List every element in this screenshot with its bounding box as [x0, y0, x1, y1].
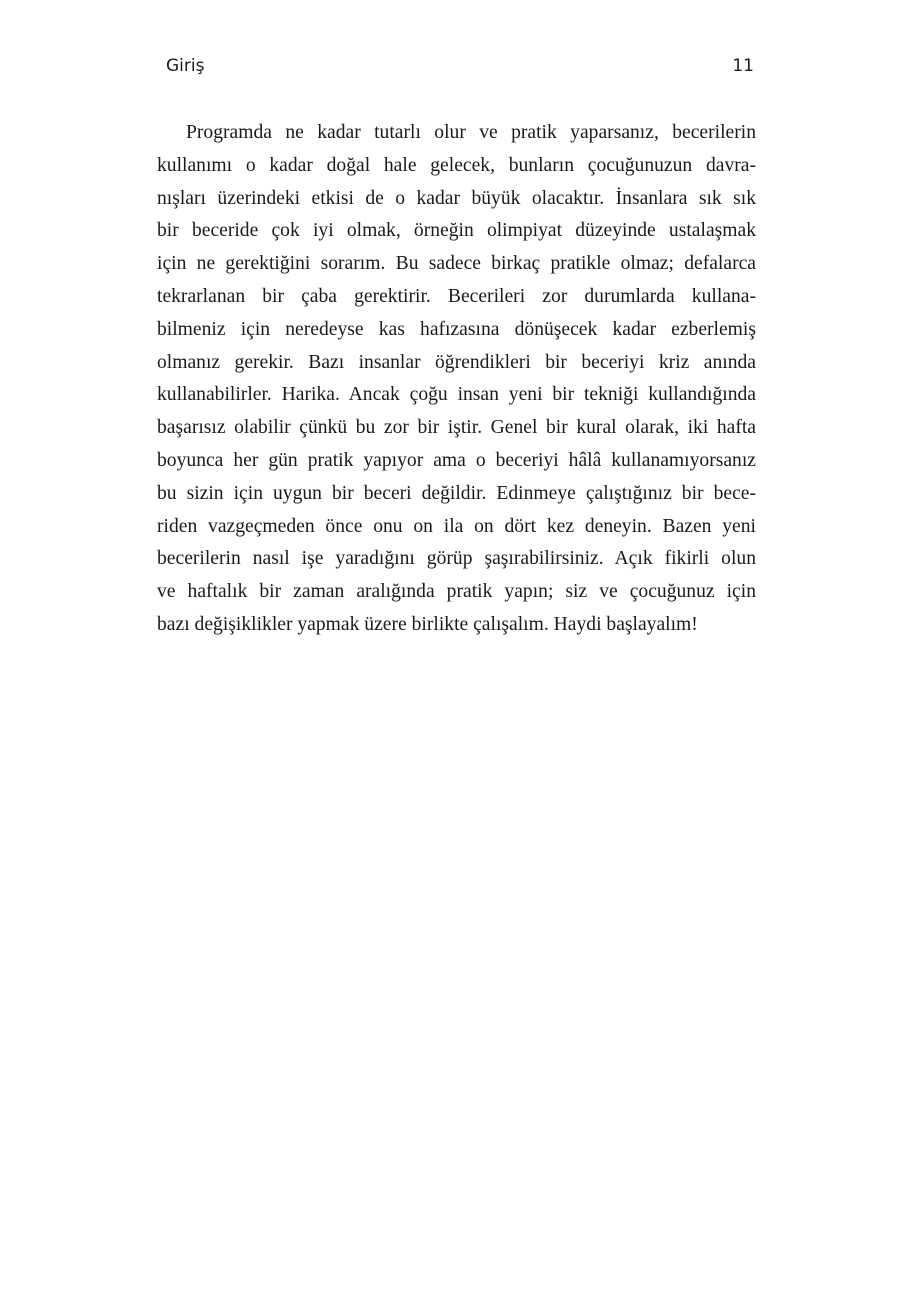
- chapter-title: Giriş: [166, 56, 205, 76]
- paragraph-line: boyunca her gün pratik yapıyor ama o beceriyi hâlâ kullanamıyorsanız: [157, 449, 756, 471]
- paragraph-line: tekrarlanan bir çaba gerektirir. Becerileri zor durumlarda kullana-: [157, 285, 756, 307]
- paragraph-line: bilmeniz için neredeyse kas hafızasına dönüşecek kadar ezberlemiş: [157, 318, 756, 340]
- paragraph-line: Programda ne kadar tutarlı olur ve pratik yaparsanız, becerilerin: [186, 122, 756, 143]
- paragraph-line: bu sizin için uygun bir beceri değildir. Edinmeye çalıştığınız bir bece-: [157, 482, 756, 504]
- body-paragraph: [157, 117, 756, 642]
- page-number: 11: [732, 56, 754, 76]
- paragraph-line: kullanabilirler. Harika. Ancak çoğu insan yeni bir tekniği kullandığında: [157, 384, 756, 406]
- paragraph-line: bir beceride çok iyi olmak, örneğin olimpiyat düzeyinde ustalaşmak: [157, 220, 756, 242]
- paragraph-line: kullanımı o kadar doğal hale gelecek, bunların çocuğunuzun davra-: [157, 154, 756, 176]
- paragraph-line: ve haftalık bir zaman aralığında pratik yapın; siz ve çocuğunuz için: [157, 581, 756, 603]
- running-header: [166, 52, 754, 80]
- paragraph-line: başarısız olabilir çünkü bu zor bir iştir. Genel bir kural olarak, iki hafta: [157, 417, 756, 439]
- paragraph-line: olmanız gerekir. Bazı insanlar öğrendikleri bir beceriyi kriz anında: [157, 351, 756, 373]
- paragraph-line: riden vazgeçmeden önce onu on ila on dört kez deneyin. Bazen yeni: [157, 515, 756, 537]
- paragraph-line: becerilerin nasıl işe yaradığını görüp şaşırabilirsiniz. Açık fikirli olun: [157, 548, 756, 570]
- paragraph-line: bazı değişiklikler yapmak üzere birlikte çalışalım. Haydi başlayalım!: [157, 613, 698, 635]
- paragraph-line: nışları üzerindeki etkisi de o kadar büyük olacaktır. İnsanlara sık sık: [157, 187, 756, 209]
- paragraph-line: için ne gerektiğini sorarım. Bu sadece birkaç pratikle olmaz; defalarca: [157, 253, 756, 275]
